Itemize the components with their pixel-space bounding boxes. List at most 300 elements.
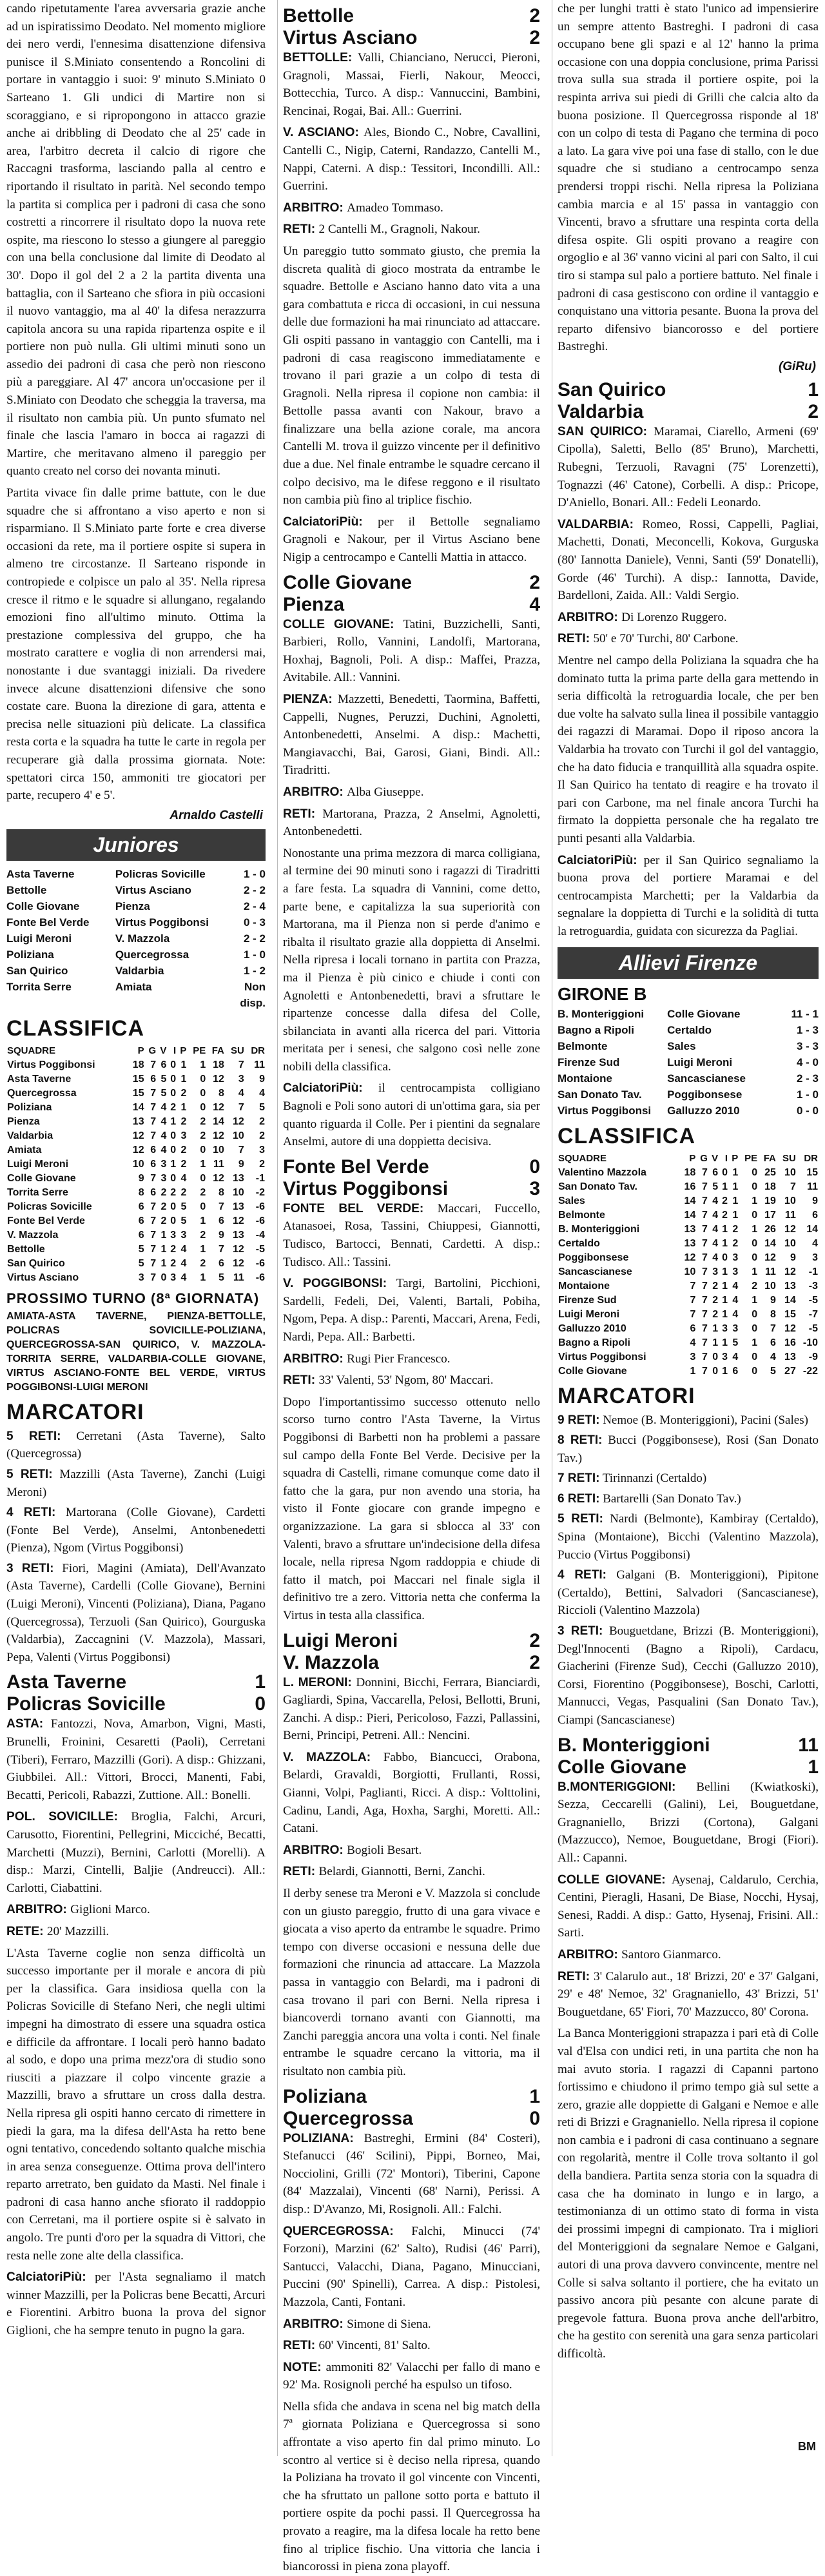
table-row [6, 1086, 266, 1101]
table-cell: 0 [170, 1215, 177, 1226]
table-cell: 2 [259, 1130, 265, 1141]
table-cell: 2 [712, 1294, 719, 1306]
table-row [6, 1058, 266, 1072]
home-team: Luigi Meroni [283, 1629, 398, 1651]
table-cell: 7 [150, 1215, 157, 1226]
table-cell: 5 [180, 1215, 187, 1226]
table-cell: 2 [712, 1280, 719, 1292]
table-cell: 7 [701, 1166, 708, 1178]
column-header: DR [251, 1045, 265, 1056]
standings-table [558, 1152, 819, 1379]
table-cell: 8 [770, 1308, 776, 1320]
table-cell: 14 [213, 1116, 224, 1127]
report-paragraph: POLIZIANA: Bastreghi, Ermini (84' Costeri), Stefanucci (46' Scilini), Pippi, Borneo, Mai, Nocciolini, Grilli (72' Montori), Tiberini, Capone (84' Mazzalai), Vincenti (68' Narni), Perissi. A disp.: D'Avanzo, Mi, Rosignoli. All.: Falchi. [283, 2131, 540, 2216]
table-cell: 0 [722, 1252, 728, 1263]
home-team: Fonte Bel Verde [283, 1155, 429, 1177]
result-row [6, 930, 266, 947]
match-header [283, 1156, 540, 1200]
table-row [558, 1308, 819, 1322]
scorers-line: 5 RETI: Mazzilli (Asta Taverne), Zanchi (Luigi Meroni) [6, 1467, 266, 1499]
table-cell: 7 [701, 1308, 708, 1320]
table-cell: 5 [160, 1087, 167, 1099]
away-team: Amiata [115, 980, 152, 993]
table-cell: 6 [138, 1215, 144, 1226]
table-row [558, 1166, 819, 1180]
table-cell: 9 [770, 1294, 776, 1306]
table-cell: 9 [238, 1158, 244, 1170]
away-team: Galluzzo 2010 [667, 1104, 740, 1117]
table-cell: 7 [701, 1365, 708, 1377]
table-cell: 2 [170, 1186, 177, 1198]
table-cell: 0 [752, 1209, 758, 1221]
table-cell: Valentino Mazzola [558, 1166, 646, 1178]
report-paragraph: RETI: 3' Calarulo aut., 18' Brizzi, 20' e 37' Galgani, 29' e 48' Nemoe, 32' Gragnaniello, 43' Brizzi, 51' Bouguetdane, 65' Fiori, 70' Mazzucco, 80' Corona. [558, 1969, 819, 2019]
table-cell: 1 [712, 1337, 719, 1348]
table-cell: -5 [808, 1294, 818, 1306]
table-cell: Pienza [7, 1116, 40, 1127]
table-cell: -1 [808, 1266, 818, 1277]
table-cell: 9 [812, 1195, 818, 1206]
table-cell: -22 [802, 1365, 818, 1377]
table-cell: Poggibonsese [558, 1252, 629, 1263]
home-score: 1 [255, 1671, 266, 1693]
table-cell: 3 [812, 1252, 818, 1263]
scorers-line: 8 RETI: Bucci (Poggibonsese), Rosi (San Donato Tav.) [558, 1433, 819, 1465]
table-cell: 1 [732, 1195, 739, 1206]
result-row [6, 963, 266, 979]
report-paragraph: Un pareggio tutto sommato giusto, che premia la discreta qualità di gioco mostrata da entrambe le squadre. Bettolle e Asciano hanno dato vita a una gara combattuta e ricca di occasioni, in cui nessuna delle due formazioni ha mai rinunciato ad attaccare. Gli ospiti passano in vantaggio con Cantelli, ma i padroni di casa reagiscono immediatamente e trovano il pari grazie a un colpo di testa di Gragnoli. Nella ripresa il copione non cambia: il Bettolle passa avanti con Nakour, bravo a finalizzare una bella azione corale, ma ancora Cantelli M. trova il guizzo vincente per il definitivo due a due. Nel finale entrambe le squadre cercano il colpo decisivo, ma le difese reggono e il risultato non cambia più fino al triplice fischio. [283, 244, 540, 507]
table-cell: Torrita Serre [7, 1186, 68, 1198]
away-score: 1 [808, 1756, 819, 1778]
table-cell: 7 [701, 1181, 708, 1192]
table-cell: 2 [200, 1130, 206, 1141]
final-score: 0 - 0 [796, 1104, 819, 1117]
table-cell: 18 [684, 1166, 696, 1178]
table-cell: 1 [722, 1294, 728, 1306]
table-cell: Quercegrossa [7, 1087, 77, 1099]
table-cell: 1 [732, 1166, 739, 1178]
away-team: Pienza [283, 593, 345, 615]
column-header: DR [804, 1152, 818, 1164]
table-cell: 1 [722, 1365, 728, 1377]
home-team: San Quirico [6, 964, 68, 977]
table-row [6, 1243, 266, 1257]
table-cell: 11 [254, 1059, 265, 1070]
column-header: V [160, 1045, 167, 1056]
table-row [6, 1143, 266, 1157]
home-score: 1 [808, 379, 819, 400]
table-cell: Virtus Asciano [7, 1272, 79, 1283]
column-header: P [137, 1045, 144, 1056]
table-cell: 7 [701, 1223, 708, 1235]
table-cell: -6 [255, 1201, 265, 1212]
signature: BM [798, 2440, 816, 2453]
classifica-heading: CLASSIFICA [6, 1016, 144, 1041]
table-cell: 7 [150, 1272, 157, 1283]
report-paragraph: ASTA: Fantozzi, Nova, Amarbon, Vigni, Masti, Brunelli, Froinini, Cesaretti (Paoli), Cerretani (Tiberi), Ferraro, Mazzilli (Gori). A disp.: Ghizzani, Giubbilei. All.: Vittori, Brocci, Manenti, Fabi, Becatti, Pericoli, Rabazzi, Zuttione. All.: Bonelli. [6, 1717, 266, 1802]
table-cell: 0 [170, 1059, 177, 1070]
table-cell: 3 [180, 1229, 187, 1241]
table-cell: 2 [180, 1087, 187, 1099]
table-cell: 0 [752, 1181, 758, 1192]
table-cell: 7 [690, 1294, 696, 1306]
table-cell: 5 [218, 1272, 224, 1283]
table-cell: 6 [138, 1229, 144, 1241]
table-cell: San Quirico [7, 1257, 65, 1269]
table-cell: 10 [764, 1280, 776, 1292]
away-score: 4 [529, 593, 540, 615]
table-cell: 2 [170, 1257, 177, 1269]
table-cell: 0 [200, 1201, 206, 1212]
table-row [6, 1186, 266, 1200]
column-header: G [148, 1045, 157, 1056]
report-paragraph: L. MERONI: Donnini, Bicchi, Ferrara, Bianciardi, Gagliardi, Spina, Vaccarella, Pelosi, Bellotti, Bruni, Zanchi. A disp.: Pieri, Pericoloso, Fazzi, Pallassini, Berni, Principi, Petreni. All.: Nencini. [283, 1675, 540, 1743]
final-score: 1 - 0 [243, 948, 266, 961]
report-paragraph: Nonostante una prima mezzora di marca colligiana, al termine dei 90 minuti sono i ragazzi di Tiradritti a fare festa. La squadra di Vannini, come detto, parte bene, e capitalizza la sua superiorità con Martorana, ma il Pienza non si perde d'animo e ribalta il risultato grazie alla doppietta di Anselmi. Nella ripresa i locali tornano in partita con Prazza, ma il Pienza è più cinico e chiude i conti con Agnoletti e Antonbenedetti, bravi a sfruttare le ripartenze concesse dalla difesa del Colle, sbilanciata in avanti alla ricerca del pari. Vittoria meritata per i senesi, che salgono così nelle zone nobili della classifica. [283, 846, 540, 1074]
report-paragraph: ARBITRO: Giglioni Marco. [6, 1903, 150, 1917]
column-header: P [689, 1152, 696, 1164]
table-cell: 4 [732, 1280, 739, 1292]
column-header: FA [763, 1152, 776, 1164]
column-header: P [732, 1152, 739, 1164]
table-cell: 3 [732, 1266, 739, 1277]
table-cell: 0 [752, 1237, 758, 1249]
table-cell: -6 [255, 1215, 265, 1226]
away-team: Quercegrossa [283, 2107, 413, 2129]
final-score: 1 - 3 [796, 1023, 819, 1036]
table-cell: 7 [701, 1280, 708, 1292]
table-row [6, 1228, 266, 1243]
report-paragraph: ARBITRO: Rugi Pier Francesco. [283, 1352, 451, 1366]
table-cell: 0 [752, 1365, 758, 1377]
table-cell: 5 [138, 1243, 144, 1255]
table-cell: 7 [701, 1294, 708, 1306]
table-cell: 12 [213, 1073, 224, 1085]
result-row [558, 1022, 819, 1038]
standings-table [6, 1044, 266, 1285]
report-paragraph: ARBITRO: Santoro Gianmarco. [558, 1947, 721, 1961]
table-cell: 0 [752, 1308, 758, 1320]
table-cell: 7 [150, 1101, 157, 1113]
away-team: Sales [667, 1039, 696, 1052]
scorers-line: 4 RETI: Galgani (B. Monteriggioni), Pipitone (Certaldo), Bettini, Salvadori (Sancascianese), Riccioli (Valentino Mazzola) [558, 1568, 819, 1618]
table-cell: 2 [170, 1243, 177, 1255]
column-1 [6, 0, 266, 2456]
report-paragraph: CalciatoriPiù: per il Bettolle segnaliamo Gragnoli e Nakour, per il Virtus Asciano bene Nigip a centrocampo e Cantelli Mattia in attacco. [283, 515, 541, 565]
home-score: 2 [529, 1629, 540, 1651]
table-cell: -6 [255, 1272, 265, 1283]
table-cell: 14 [764, 1237, 776, 1249]
away-score: 2 [529, 1651, 540, 1673]
table-cell: 10 [233, 1186, 244, 1198]
table-cell: 7 [690, 1308, 696, 1320]
table-cell: 5 [259, 1101, 265, 1113]
table-cell: 2 [180, 1116, 187, 1127]
result-row [558, 1070, 819, 1086]
table-cell: 2 [160, 1201, 167, 1212]
table-row [558, 1293, 819, 1308]
table-cell: 27 [784, 1365, 796, 1377]
home-team: Torrita Serre [6, 980, 72, 993]
match-report [283, 49, 540, 567]
table-cell: 13 [684, 1237, 696, 1249]
table-cell: 12 [132, 1130, 144, 1141]
table-cell: 0 [170, 1144, 177, 1155]
table-cell: 9 [218, 1229, 224, 1241]
table-cell: 3 [180, 1130, 187, 1141]
table-cell: 2 [259, 1158, 265, 1170]
table-cell: 7 [701, 1351, 708, 1362]
final-score: 2 - 4 [243, 900, 266, 912]
table-row [558, 1350, 819, 1364]
final-score: 11 - 1 [791, 1007, 819, 1020]
table-cell: 3 [722, 1322, 728, 1334]
table-cell: 6 [218, 1257, 224, 1269]
table-cell: 14 [684, 1209, 696, 1221]
table-cell: 1 [732, 1209, 739, 1221]
table-cell: 3 [238, 1073, 244, 1085]
table-cell: 9 [259, 1073, 265, 1085]
table-cell: 7 [150, 1116, 157, 1127]
table-row [558, 1208, 819, 1223]
away-team: Sancascianese [667, 1072, 746, 1085]
column-header: I [724, 1152, 728, 1164]
match-report [558, 423, 819, 941]
table-cell: 1 [752, 1195, 758, 1206]
table-cell: 0 [712, 1365, 719, 1377]
table-cell: 5 [180, 1201, 187, 1212]
table-cell: 0 [752, 1322, 758, 1334]
table-cell: 6 [732, 1365, 739, 1377]
table-cell: 7 [150, 1172, 157, 1184]
table-cell: 0 [170, 1201, 177, 1212]
column-header: PE [193, 1045, 206, 1056]
table-cell: 6 [812, 1209, 818, 1221]
table-cell: 11 [233, 1272, 244, 1283]
table-cell: 17 [764, 1209, 776, 1221]
table-cell: Asta Taverne [7, 1073, 72, 1085]
scorers-heading: MARCATORI [6, 1399, 144, 1424]
table-cell: 1 [180, 1101, 187, 1113]
home-score: 0 [529, 1155, 540, 1177]
final-score: 2 - 2 [243, 883, 266, 896]
table-cell: 3 [160, 1172, 167, 1184]
home-team: Bagno a Ripoli [558, 1023, 634, 1036]
table-cell: 2 [712, 1308, 719, 1320]
table-cell: 6 [218, 1215, 224, 1226]
table-cell: 4 [160, 1116, 167, 1127]
home-score: 1 [529, 2085, 540, 2107]
table-cell: 2 [732, 1237, 739, 1249]
table-cell: 4 [732, 1351, 739, 1362]
table-cell: 2 [170, 1101, 177, 1113]
home-team: Bettolle [6, 883, 47, 896]
column-header: SQUADRE [558, 1152, 607, 1164]
table-cell: 4 [812, 1237, 818, 1249]
table-cell: 4 [712, 1223, 719, 1235]
table-cell: 18 [213, 1059, 224, 1070]
away-score: 3 [529, 1177, 540, 1199]
table-cell: 16 [684, 1181, 696, 1192]
table-cell: 0 [200, 1087, 206, 1099]
home-team: San Quirico [558, 379, 666, 400]
table-cell: 7 [150, 1059, 157, 1070]
column-header: SQUADRE [7, 1045, 56, 1056]
author-initials: (GiRu) [778, 359, 816, 373]
table-cell: 1 [180, 1059, 187, 1070]
report-paragraph: COLLE GIOVANE: Tatini, Buzzichelli, Santi, Barbieri, Rollo, Vannini, Landolfi, Martorana, Hoxhaj, Bagnoli, Poli. A disp.: Maffei, Prazza, Avitabile. All.: Vannini. [283, 617, 540, 685]
result-row [6, 866, 266, 882]
table-cell: 11 [807, 1181, 818, 1192]
table-cell: 18 [764, 1181, 776, 1192]
table-cell: 18 [132, 1059, 144, 1070]
table-cell: 11 [213, 1158, 224, 1170]
match-header [283, 2086, 540, 2130]
table-cell: 2 [180, 1144, 187, 1155]
table-cell: 7 [150, 1243, 157, 1255]
table-cell: -9 [808, 1351, 818, 1362]
table-cell: 6 [770, 1337, 776, 1348]
results-list [6, 866, 266, 1011]
table-cell: -5 [255, 1243, 265, 1255]
report-paragraph: POL. SOVICILLE: Broglia, Falchi, Arcuri, Carusotto, Fiorentini, Pellegrini, Micciché, Becatti, Marchetti (Muzzi), Bernini, Carlotti (Morelli). A disp.: Marzi, Cintelli, Baljie (Andreucci). All.: Carlotti, Ciabattini. [6, 1810, 266, 1895]
table-cell: 6 [150, 1158, 157, 1170]
scorers-line: 7 RETI: Tirinnanzi (Certaldo) [558, 1471, 707, 1486]
scorers-line: 6 RETI: Bartarelli (San Donato Tav.) [558, 1491, 741, 1506]
table-cell: -6 [255, 1257, 265, 1269]
table-cell: 1 [180, 1073, 187, 1085]
home-score: 11 [798, 1734, 819, 1756]
table-cell: 4 [732, 1308, 739, 1320]
away-score: 0 [529, 2107, 540, 2129]
table-row [6, 1200, 266, 1214]
table-cell: 0 [752, 1351, 758, 1362]
table-cell: Montaione [558, 1280, 610, 1292]
table-cell: 6 [712, 1166, 719, 1178]
table-cell: -1 [255, 1172, 265, 1184]
table-cell: 1 [200, 1243, 206, 1255]
table-cell: Firenze Sud [558, 1294, 617, 1306]
table-cell: 15 [806, 1166, 818, 1178]
table-cell: 8 [218, 1186, 224, 1198]
home-score: 2 [529, 5, 540, 26]
table-cell: 13 [233, 1229, 244, 1241]
table-cell: 7 [238, 1101, 244, 1113]
table-cell: 12 [233, 1116, 244, 1127]
report-paragraph: VALDARBIA: Romeo, Rossi, Cappelli, Pagliai, Machetti, Donati, Meconcelli, Kokova, Gurguska (80' Iannotta Daniele), Venni, Santi (59' Donatelli), Gorde (46' Turchi). A disp.: Iannotta, Davide, Bardelloni, Zaida. All.: Valdi Sergio. [558, 517, 819, 603]
table-cell: 1 [170, 1158, 177, 1170]
home-team: Poliziana [283, 2085, 367, 2107]
table-cell: 10 [784, 1237, 796, 1249]
table-cell: 13 [684, 1223, 696, 1235]
final-score: 0 - 3 [243, 916, 266, 929]
report-paragraph: V. ASCIANO: Ales, Biondo C., Nobre, Cavallini, Cantelli C., Nigip, Caterni, Randazzo, Cantelli M., Nappi, Caterni. A disp.: Tessitori, Incondilli. All.: Guerrini. [283, 126, 541, 193]
results-list [558, 1006, 819, 1119]
report-paragraph: ARBITRO: Bogioli Besart. [283, 1843, 422, 1857]
table-cell: 6 [150, 1144, 157, 1155]
table-row [6, 1115, 266, 1129]
table-cell: 7 [150, 1087, 157, 1099]
report-paragraph: CalciatoriPiù: il centrocampista colligiano Bagnoli e Poli sono autori di un'ottima gara, sia per quanto riguarda il Colle. Per i pientini da segnalare Anselmi, autore di una doppietta decisiva. [283, 1081, 540, 1149]
table-cell: 4 [712, 1209, 719, 1221]
table-cell: 0 [752, 1252, 758, 1263]
table-row [6, 1271, 266, 1285]
table-cell: 1 [200, 1158, 206, 1170]
scorers-heading: MARCATORI [558, 1383, 695, 1408]
result-row [6, 882, 266, 898]
report-paragraph: BETTOLLE: Valli, Chianciano, Nerucci, Pieroni, Gragnoli, Massai, Fierli, Nakour, Meocci, Bottecchia, Turco. A disp.: Vannuccini, Bambini, Rencinai, Rogai, Bai. All.: Guerrini. [283, 51, 540, 118]
table-row [558, 1279, 819, 1293]
table-cell: 14 [132, 1101, 144, 1113]
report-paragraph: ARBITRO: Di Lorenzo Ruggero. [558, 610, 727, 624]
table-cell: Colle Giovane [558, 1365, 627, 1377]
table-cell: 3 [732, 1252, 739, 1263]
table-row [558, 1322, 819, 1336]
group-heading: GIRONE B [558, 983, 647, 1004]
table-cell: 6 [160, 1059, 167, 1070]
scorers-list [6, 1428, 266, 1667]
table-cell: 12 [764, 1252, 776, 1263]
table-cell: 2 [180, 1158, 187, 1170]
away-team: Luigi Meroni [667, 1056, 733, 1068]
table-cell: Sales [558, 1195, 585, 1206]
table-cell: 16 [784, 1337, 796, 1348]
table-cell: 4 [690, 1337, 696, 1348]
table-row [558, 1223, 819, 1237]
home-team: Fonte Bel Verde [6, 916, 90, 929]
table-cell: 3 [170, 1229, 177, 1241]
table-cell: Sancascianese [558, 1266, 632, 1277]
table-cell: 5 [770, 1365, 776, 1377]
home-team: Luigi Meroni [6, 932, 72, 945]
report-paragraph: L'Asta Taverne coglie non senza difficoltà un successo importante per il morale e ancora di più per la classifica. Gara insidiosa quella con la Policras Sovicille di Stefano Neri, che negli ultimi impegni ha dimostrato di essere una squadra ostica e difficile da affrontare. I locali però hanno badato al sodo, e dopo una prima mezz'ora di studio sono riusciti a piazzare il colpo vincente grazie a Mazzilli, bravo a sfruttare un cross dalla destra. Nella ripresa gli ospiti hanno cercato di rimettere in piedi la gara, ma la difesa dell'Asta ha retto bene ogni tentativo, concedendo soltanto qualche mischia in area senza conseguenze. Ottima prova dell'intero reparto arretrato, ben guidato da Masti. Nel finale i padroni di casa hanno anche sfiorato il raddoppio con Cerretani, ma il portiere ospite si è salvato in angolo. Tre punti d'oro per la squadra di Vittori, che resta nelle zone alte della classifica. [6, 1946, 266, 2263]
table-cell: Virtus Poggibonsi [558, 1351, 646, 1362]
report-paragraph: V. MAZZOLA: Fabbo, Biancucci, Orabona, Belardi, Gravaldi, Borgiotti, Frullanti, Rossi, Gianni, Volpi, Paglianti, Ricci. A disp.: Volttolini, Cadinu, Landi, Aga, Hoxha, Sarghi, Moretti. All.: Catani. [283, 1750, 540, 1836]
away-team: Poggibonsese [667, 1088, 742, 1101]
table-cell: 6 [150, 1073, 157, 1085]
table-cell: 1 [752, 1294, 758, 1306]
table-cell: 19 [764, 1195, 776, 1206]
away-team: Quercegrossa [115, 948, 189, 961]
table-cell: 7 [238, 1144, 244, 1155]
table-cell: 2 [200, 1186, 206, 1198]
table-cell: 2 [180, 1186, 187, 1198]
table-cell: 0 [170, 1130, 177, 1141]
table-cell: 2 [200, 1257, 206, 1269]
match-report [283, 1200, 540, 1625]
table-row [558, 1180, 819, 1194]
report-paragraph: SAN QUIRICO: Maramai, Ciarello, Armeni (69' Cipolla), Saletti, Bello (85' Bruno), Marchetti, Rubegni, Terzuoli, Ravagni (75' Lorenzetti), Tognazzi (46' Catone), Corbelli. A disp.: Pricope, D'Aniello, Bonari. All.: Fedeli Leonardo. [558, 424, 819, 510]
table-cell: 12 [213, 1130, 224, 1141]
table-cell: 7 [701, 1337, 708, 1348]
match-report [283, 616, 540, 1151]
table-cell: 15 [132, 1087, 144, 1099]
report-paragraph: CalciatoriPiù: per il San Quirico segnaliamo la buona prova del portiere Maramai e del centrocampista Marchetti; per la Valdarbia da segnalare la doppietta di Turchi e la solidità di tutta la retroguardia, guidata con sicurezza da Pagliai. [558, 853, 819, 938]
table-cell: 12 [233, 1257, 244, 1269]
result-row [558, 1038, 819, 1054]
match-header [283, 1630, 540, 1674]
table-cell: Belmonte [558, 1209, 605, 1221]
table-cell: 6 [150, 1186, 157, 1198]
away-team: Virtus Asciano [283, 27, 418, 48]
home-team: B. Monteriggioni [558, 1007, 645, 1020]
match-report [558, 1778, 819, 2363]
table-cell: 7 [150, 1201, 157, 1212]
column-3 [552, 0, 819, 2456]
table-cell: 0 [170, 1172, 177, 1184]
table-cell: 12 [213, 1101, 224, 1113]
table-cell: 13 [233, 1172, 244, 1184]
